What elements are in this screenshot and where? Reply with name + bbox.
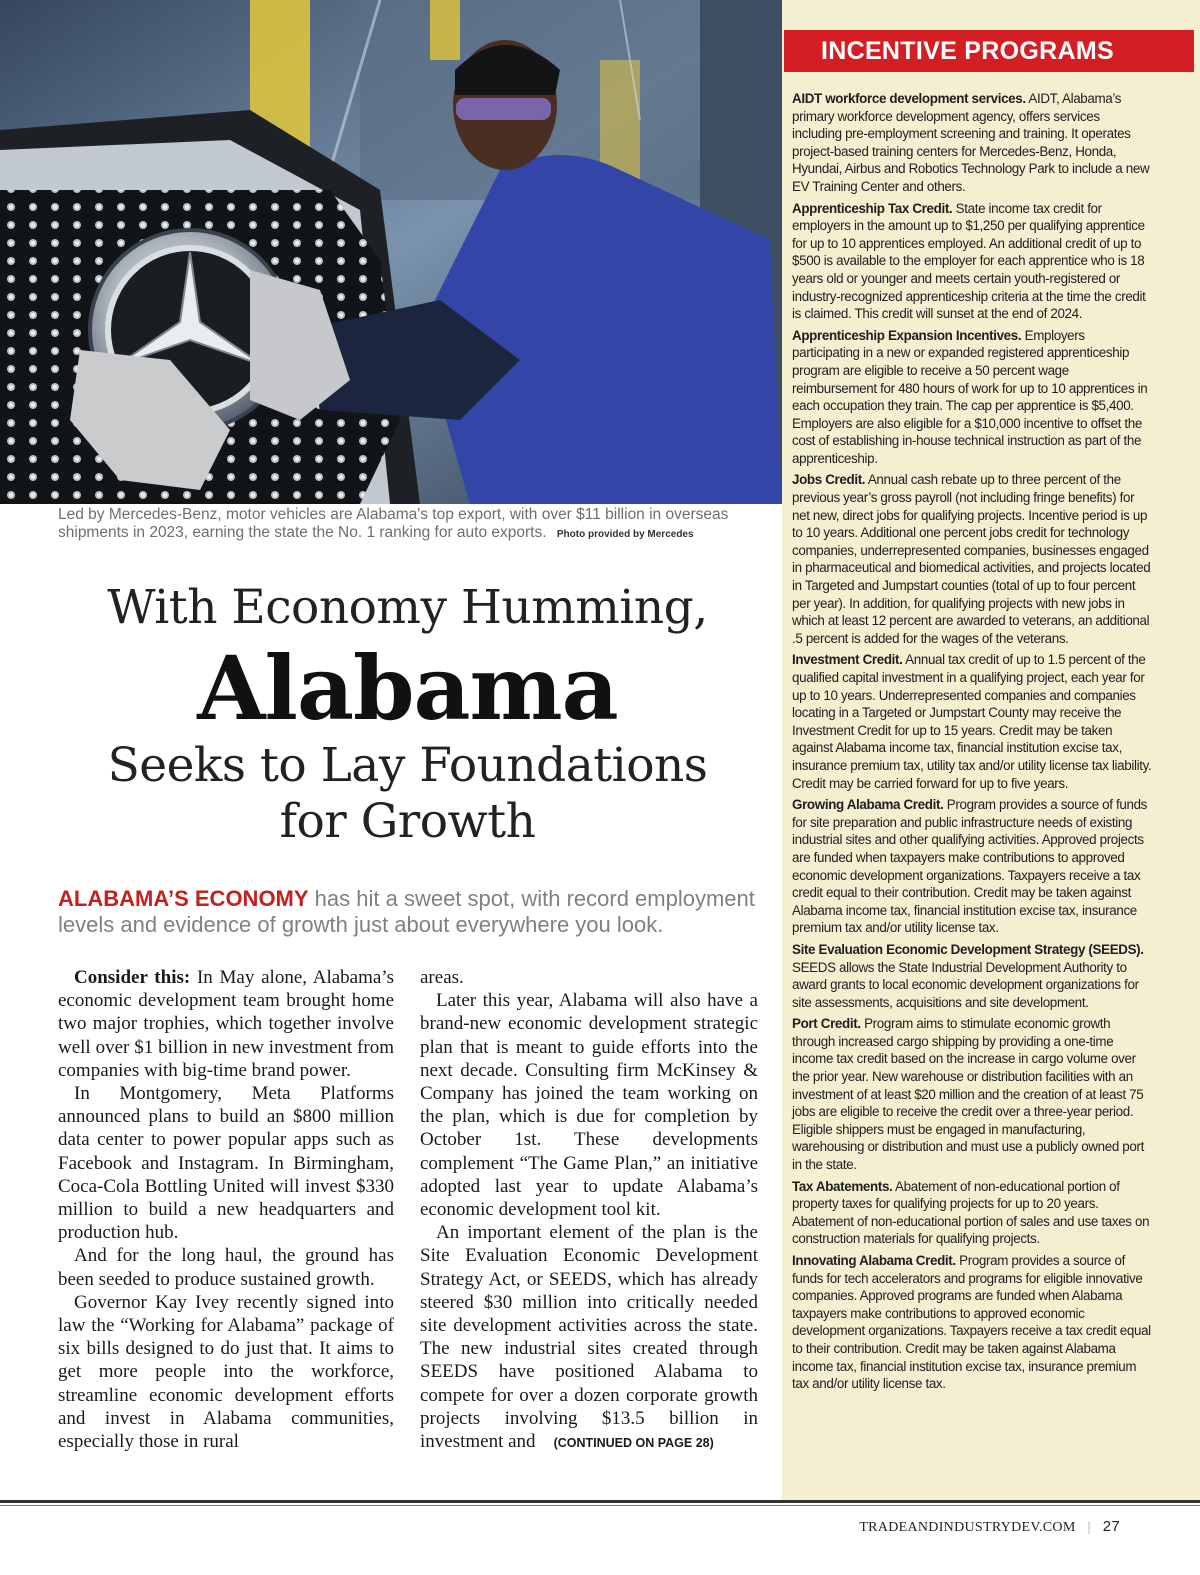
incentive-title: Apprenticeship Tax Credit. (792, 200, 953, 216)
incentive-list (792, 90, 1152, 1397)
body-paragraph (420, 1221, 758, 1455)
incentive-text: Program aims to stimulate economic growth through increased cargo shipping by providing a one-time income tax credit based on the increase in cargo volume over the prior year. New warehouse or distribution facilities with an investment of at least $20 million and the creation of at least 75 jobs are eligible to receive the credit over a three-year period. Eligible shippers must be engaged in manufacturing, warehousing or distribution and must use a publicly owned port in the state. (792, 1016, 1144, 1173)
incentive-text: State income tax credit for employers in the amount up to $1,250 per qualifying apprentice for up to 10 apprentices employed. An additional credit of up to $500 is available to the employer for each apprentice who is 18 years old or younger and meets certain youth-registered or industry-recognized apprenticeship criteria at the time the credit is claimed. This credit will sunset at the end of 2024. (792, 200, 1146, 322)
incentive-item (792, 1015, 1152, 1173)
body-paragraph: Governor Kay Ivey recently signed into law the “Working for Alabama” package of six bills designed to do just that. It aims to get more people into the workforce, streamline economic development efforts and invest in Alabama communities, especially those in rural (58, 1291, 394, 1453)
incentive-item (792, 471, 1152, 647)
incentive-item (792, 796, 1152, 937)
incentive-text: AIDT, Alabama’s primary workforce development agency, offers services including pre-employment screening and training. It operates project-based training centers for Mercedes-Benz, Honda, Hyundai, Airbus and Robotics Technology Park to include a new EV Training Center and others. (792, 91, 1150, 194)
photo-caption (58, 506, 758, 544)
incentive-text: SEEDS allows the State Industrial Development Authority to award grants to local economic development organizations for site assessments, acquisitions and site development. (792, 959, 1139, 1010)
incentive-title: Apprenticeship Expansion Incentives. (792, 327, 1022, 343)
headline-line-3: Seeks to Lay Foundations (107, 738, 708, 793)
lead-text: has hit a sweet spot, with record employment levels and evidence of growth just about everywhere you look. (58, 886, 755, 937)
incentive-text: Annual tax credit of up to 1.5 percent of the qualified capital investment in a qualifying project, each year for up to 10 years. Underrepresented companies and companies locating in a Targeted or Jumpstart County may receive the Investment Credit for up to 15 years. Credit may be taken against Alabama income tax, financial institution excise tax, insurance premium tax, utility tax and/or utility license tax liability. Credit may be carried forward for up to five years. (792, 652, 1152, 791)
lead-paragraph (58, 886, 768, 938)
paragraph-text: An important element of the plan is the Site Evaluation Economic Development Strategy Act, or SEEDS, which has already steered $30 million into critically needed site development activities across the state. The new industrial sites created through SEEDS have positioned Alabama to compete for over a dozen corporate growth projects involving $13.5 billion in investment and (420, 1222, 758, 1453)
continued-link[interactable]: (CONTINUED ON PAGE 28) (553, 1436, 714, 1451)
page-footer (859, 1518, 1120, 1536)
incentive-title: Investment Credit. (792, 652, 903, 668)
incentive-item (792, 200, 1152, 323)
incentive-item (792, 327, 1152, 468)
footer-separator: | (1087, 1520, 1091, 1535)
incentive-title: Port Credit. (792, 1016, 861, 1032)
footer-site-link[interactable]: TRADEANDINDUSTRYDEV.COM (859, 1520, 1076, 1535)
body-paragraph: In Montgomery, Meta Platforms announced plans to build an $800 million data center to power popular apps such as Facebook and Instagram. In Birmingham, Coca-Cola Bottling United will invest $330 million to build a new headquarters and production hub. (58, 1083, 394, 1244)
incentive-title: Growing Alabama Credit. (792, 797, 944, 813)
body-column-1 (58, 966, 394, 1453)
incentive-item (792, 1252, 1152, 1393)
incentive-title: Innovating Alabama Credit. (792, 1253, 956, 1268)
photo-credit: Photo provided by Mercedes (556, 529, 694, 540)
incentive-text: Program provides a source of funds for site preparation and public infrastructure needs of existing industrial sites and other qualifying activities. Approved projects are funded when taxpayers make contributions to approved economic development organizations. Taxpayers receive a tax credit equal to their contribution. Credit may be taken against Alabama income tax, financial institution excise tax, insurance premium tax and/or utility license tax. (792, 797, 1148, 936)
paragraph-text: In May alone, Alabama’s economic development team brought home two major trophies, which together involve well over $1 billion in new investment from companies with big-time brand power. (58, 967, 394, 1081)
body-paragraph: areas. (420, 967, 464, 988)
incentive-item (792, 651, 1152, 792)
footer-rule (0, 1500, 1200, 1503)
caption-text: Led by Mercedes-Benz, motor vehicles are Alabama's top export, with over $11 billion in overseas shipments in 2023, earning the state the No. 1 ranking for auto exports. (58, 506, 729, 541)
incentive-title: Tax Abatements. (792, 1178, 893, 1194)
headline-line-1: With Economy Humming, (107, 580, 708, 635)
incentive-text: Abatement of non-educational portion of property taxes for qualifying projects for up to 20 years. Abatement of non-educational portion of sales and use taxes on construction materials for qualifying projects. (792, 1178, 1150, 1247)
incentive-title: Jobs Credit. (792, 472, 866, 488)
page-number: 27 (1102, 1518, 1120, 1535)
headline-line-2: Alabama (197, 636, 618, 740)
incentive-text: Annual cash rebate up to three percent of the previous year’s gross payroll (not including fringe benefits) for net new, direct jobs for qualifying projects. Incentive period is up to 10 years. Additional one percent jobs credit for technology companies, underrepresented companies, businesses engaged in pharmaceutical and biomedical activities, and projects located in Targeted and Jumpstart counties (total of up to four percent per year). In addition, for qualifying projects with new jobs in which at least 12 percent are awarded to veterans, an additional .5 percent is added for the wages of the veterans. (792, 472, 1151, 646)
body-paragraph (58, 966, 394, 1082)
incentive-title: Site Evaluation Economic Development Strategy (SEEDS). (792, 941, 1144, 957)
headline-line-4: for Growth (279, 794, 536, 849)
lead-kicker: ALABAMA’S ECONOMY (58, 886, 309, 911)
incentive-text: Program provides a source of funds for tech accelerators and programs for eligible innovative companies. Approved programs are funded when Alabama taxpayers make contributions to approved economic development organizations. Taxpayers receive a tax credit equal to their contribution. Credit may be taken against Alabama income tax, financial institution excise tax, insurance premium tax and/or utility license tax. (792, 1253, 1151, 1392)
body-paragraph: And for the long haul, the ground has been seeded to produce sustained growth. (58, 1245, 394, 1290)
body-paragraph: Later this year, Alabama will also have a brand-new economic development strategic plan that is meant to guide efforts into the next decade. Consulting firm McKinsey & Company has joined the team working on the plan, which is due for completion by October 1st. These developments complement “The Game Plan,” an initiative adopted last year to update Alabama’s economic development tool kit. (420, 990, 758, 1221)
incentive-text: Employers participating in a new or expanded registered apprenticeship program are eligible to receive a 50 percent wage reimbursement for 480 hours of work for up to 10 apprentices in each occupation they train. The cap per apprentice is $5,400. Employers are also eligible for a $10,000 incentive to offset the cost of establishing in-house technical instruction as part of the apprenticeship. (792, 327, 1148, 466)
incentive-item (792, 941, 1152, 1011)
incentive-item (792, 90, 1152, 196)
incentive-title: AIDT workforce development services. (792, 91, 1026, 106)
hero-photo (0, 0, 782, 504)
mercedes-assembly-photo (0, 0, 782, 504)
sidebar-title: INCENTIVE PROGRAMS (784, 30, 1194, 72)
body-column-2 (420, 966, 758, 1455)
footer-rule-thin (0, 1505, 1200, 1506)
headline (40, 578, 775, 850)
incentive-item (792, 1178, 1152, 1248)
paragraph-lead-in: Consider this: (74, 967, 191, 988)
